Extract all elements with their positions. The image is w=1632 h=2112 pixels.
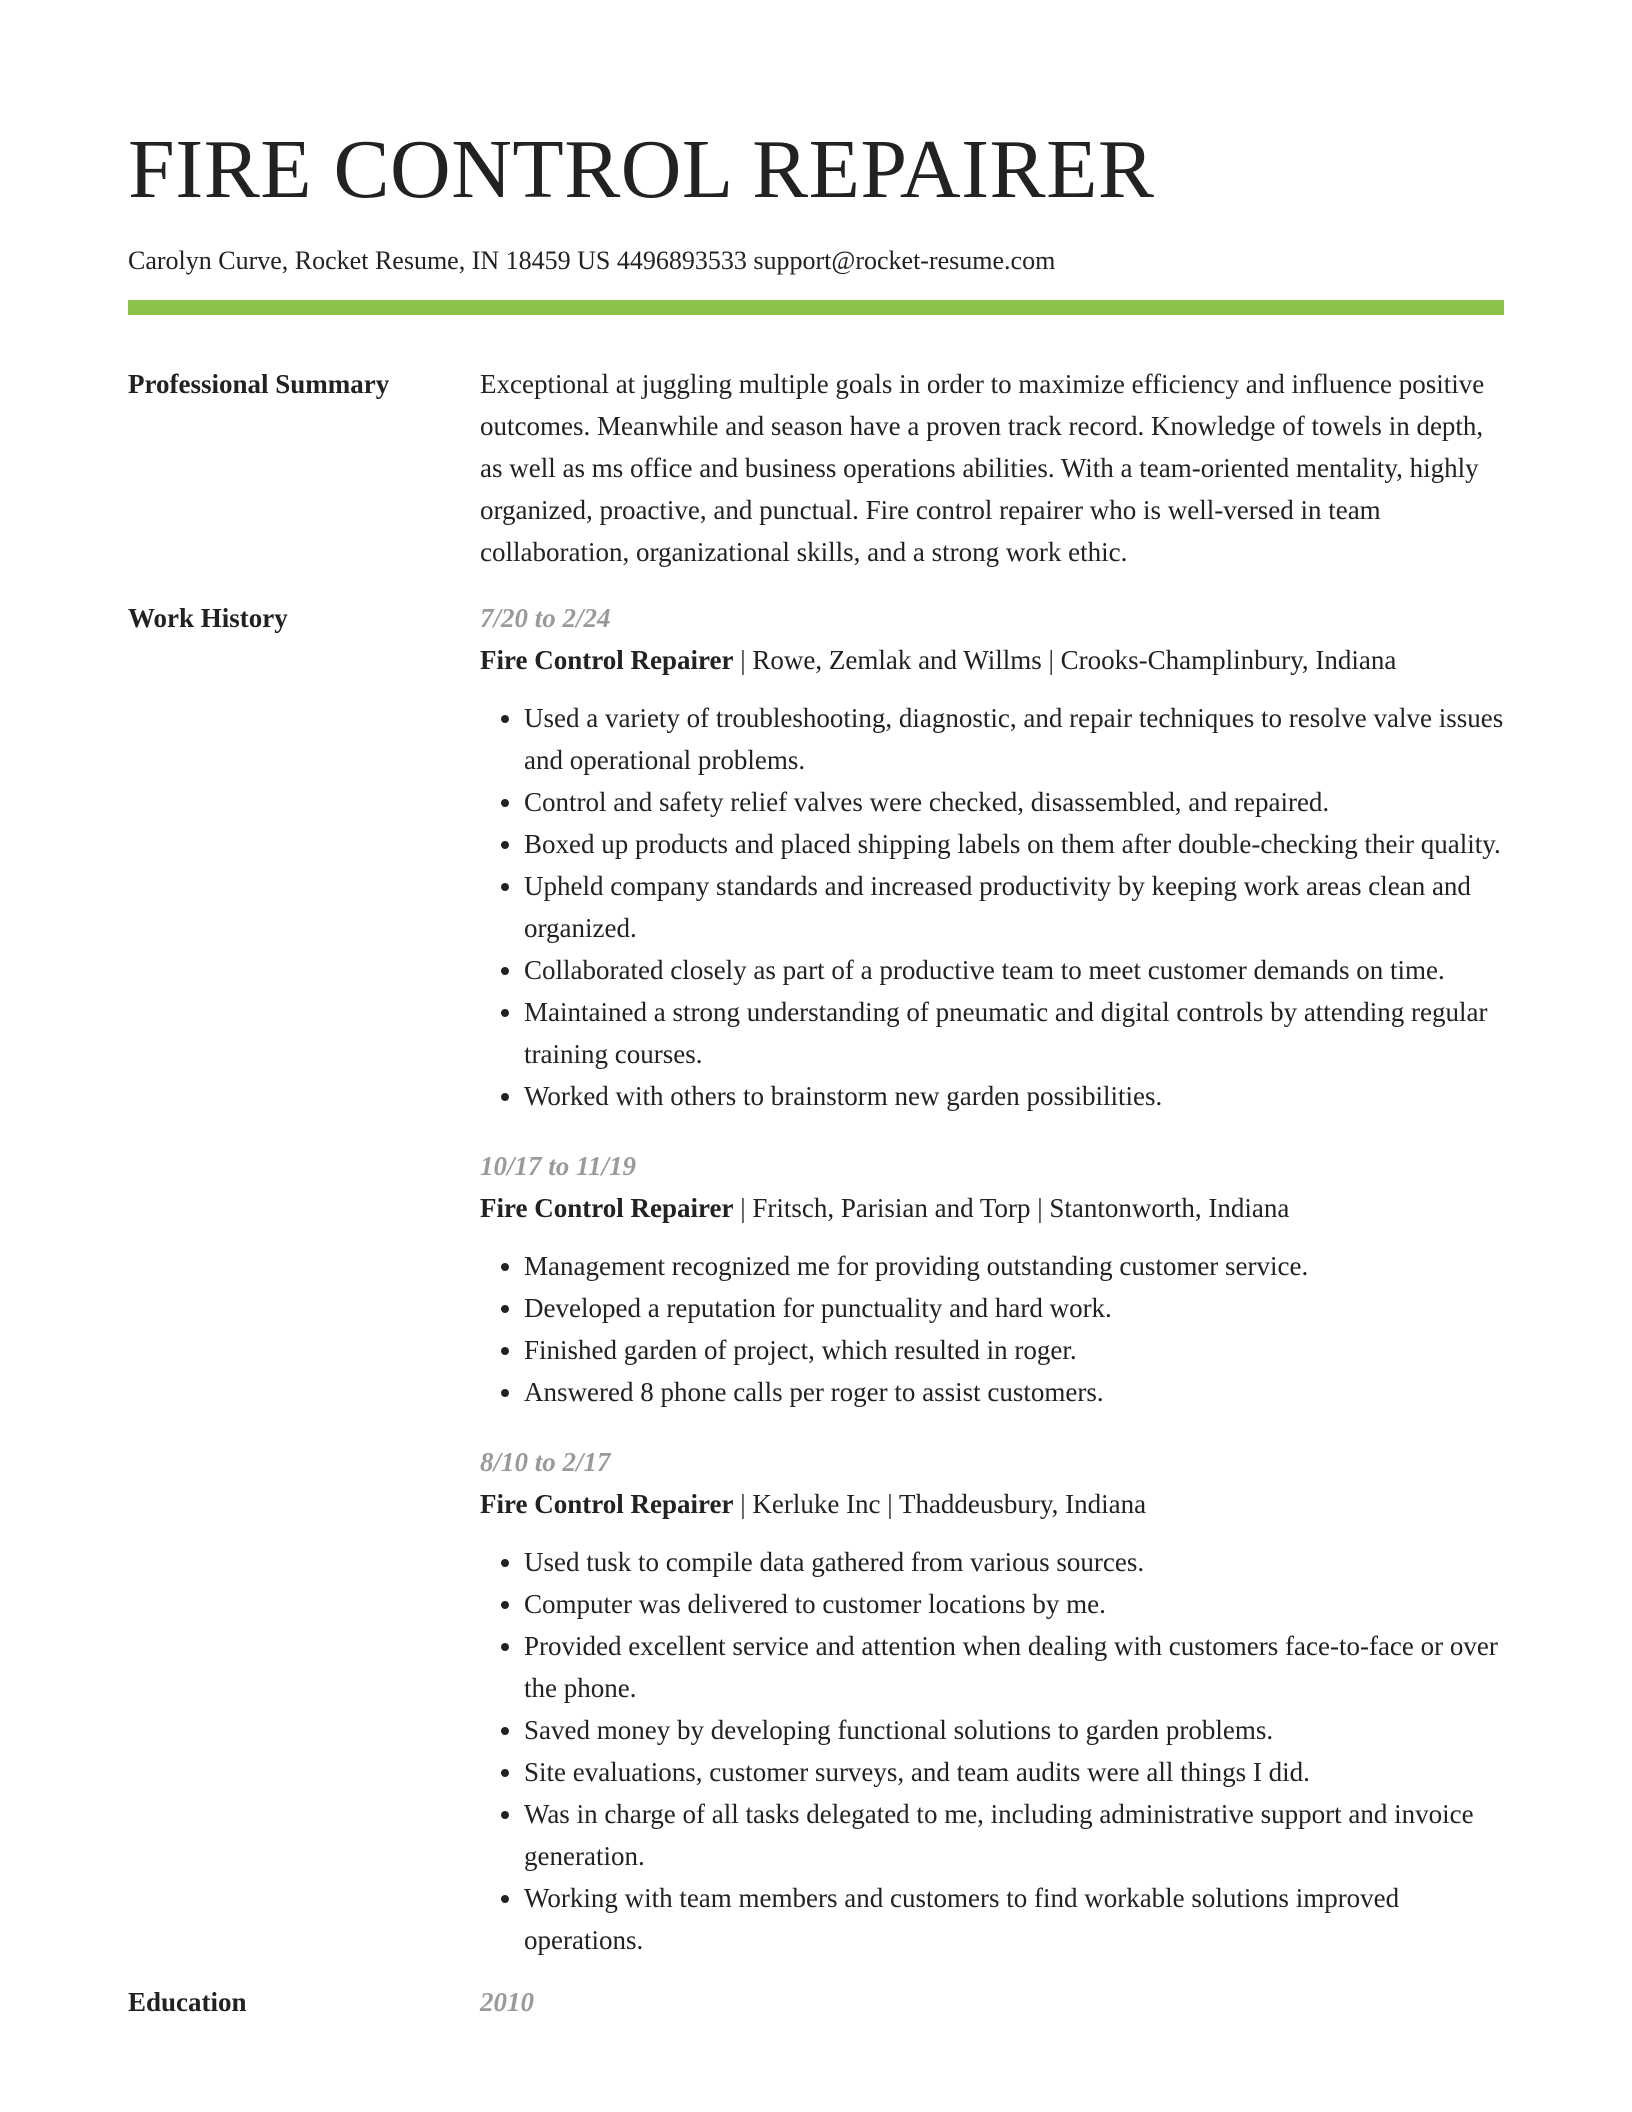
job-title: Fire Control Repairer: [480, 1193, 734, 1223]
job-bullet: • Site evaluations, customer surveys, and team audits were all things I did.: [524, 1751, 1504, 1793]
work-history-body: [480, 597, 1504, 1961]
job-bullet: • Was in charge of all tasks delegated to me, including administrative support and invoice generation.: [524, 1793, 1504, 1877]
job-bullet: • Finished garden of project, which resulted in roger.: [524, 1329, 1504, 1371]
job-bullet: • Answered 8 phone calls per roger to assist customers.: [524, 1371, 1504, 1413]
job-bullet: • Control and safety relief valves were checked, disassembled, and repaired.: [524, 781, 1504, 823]
job-bullet: • Worked with others to brainstorm new garden possibilities.: [524, 1075, 1504, 1117]
job-entry: [480, 1441, 1504, 1961]
job-heading: [480, 639, 1504, 681]
section-label-professional-summary: Professional Summary: [128, 369, 390, 399]
job-bullet: • Working with team members and customers to find workable solutions improved operations.: [524, 1877, 1504, 1961]
job-bullet: • Used tusk to compile data gathered from various sources.: [524, 1541, 1504, 1583]
section-label-work-history: Work History: [128, 603, 288, 633]
job-bullet: • Used a variety of troubleshooting, diagnostic, and repair techniques to resolve valve issues and operational problems.: [524, 697, 1504, 781]
job-bullet-list: [480, 1245, 1504, 1413]
job-bullet: • Collaborated closely as part of a productive team to meet customer demands on time.: [524, 949, 1504, 991]
work-history-section: [128, 597, 1504, 1961]
job-bullet: • Upheld company standards and increased productivity by keeping work areas clean and organized.: [524, 865, 1504, 949]
job-bullet: • Computer was delivered to customer locations by me.: [524, 1583, 1504, 1625]
job-title: Fire Control Repairer: [480, 645, 734, 675]
job-bullet: • Saved money by developing functional solutions to garden problems.: [524, 1709, 1504, 1751]
section-label-education: Education: [128, 1987, 247, 2017]
summary-text: Exceptional at juggling multiple goals in order to maximize efficiency and influence positive outcomes. Meanwhile and season have a proven track record. Knowledge of towels in depth, as well as ms office and business operations abilities. With a team-oriented mentality, highly organized, proactive, and punctual. Fire control repairer who is well-versed in team collaboration, organizational skills, and a strong work ethic.: [480, 369, 1485, 567]
resume-page: [128, 0, 1504, 2023]
job-employer-location: | Fritsch, Parisian and Torp | Stantonworth, Indiana: [733, 1193, 1290, 1223]
education-body: [480, 1981, 1504, 2023]
professional-summary-section: [128, 363, 1504, 573]
job-heading: [480, 1187, 1504, 1229]
job-bullet: • Provided excellent service and attention when dealing with customers face-to-face or over the phone.: [524, 1625, 1504, 1709]
job-bullet: • Boxed up products and placed shipping labels on them after double-checking their quality.: [524, 823, 1504, 865]
job-bullet: • Maintained a strong understanding of pneumatic and digital controls by attending regular training courses.: [524, 991, 1504, 1075]
job-bullet-list: [480, 1541, 1504, 1961]
contact-line: Carolyn Curve, Rocket Resume, IN 18459 US 4496893533 support@rocket-resume.com: [128, 246, 1056, 275]
job-bullet-list: [480, 697, 1504, 1117]
job-entry: [480, 1145, 1504, 1413]
job-dates: 8/10 to 2/17: [480, 1447, 611, 1477]
job-entry: [480, 597, 1504, 1117]
job-dates: 7/20 to 2/24: [480, 603, 611, 633]
job-dates: 10/17 to 11/19: [480, 1151, 637, 1181]
job-heading: [480, 1483, 1504, 1525]
education-dates: 2010: [480, 1987, 534, 2017]
job-employer-location: | Kerluke Inc | Thaddeusbury, Indiana: [733, 1489, 1147, 1519]
job-bullet: • Developed a reputation for punctuality and hard work.: [524, 1287, 1504, 1329]
resume-title: FIRE CONTROL REPAIRER: [128, 123, 1155, 216]
job-title: Fire Control Repairer: [480, 1489, 734, 1519]
job-employer-location: | Rowe, Zemlak and Willms | Crooks-Champlinbury, Indiana: [733, 645, 1397, 675]
education-section: [128, 1981, 1504, 2023]
header-divider: [128, 300, 1504, 315]
job-bullet: • Management recognized me for providing outstanding customer service.: [524, 1245, 1504, 1287]
